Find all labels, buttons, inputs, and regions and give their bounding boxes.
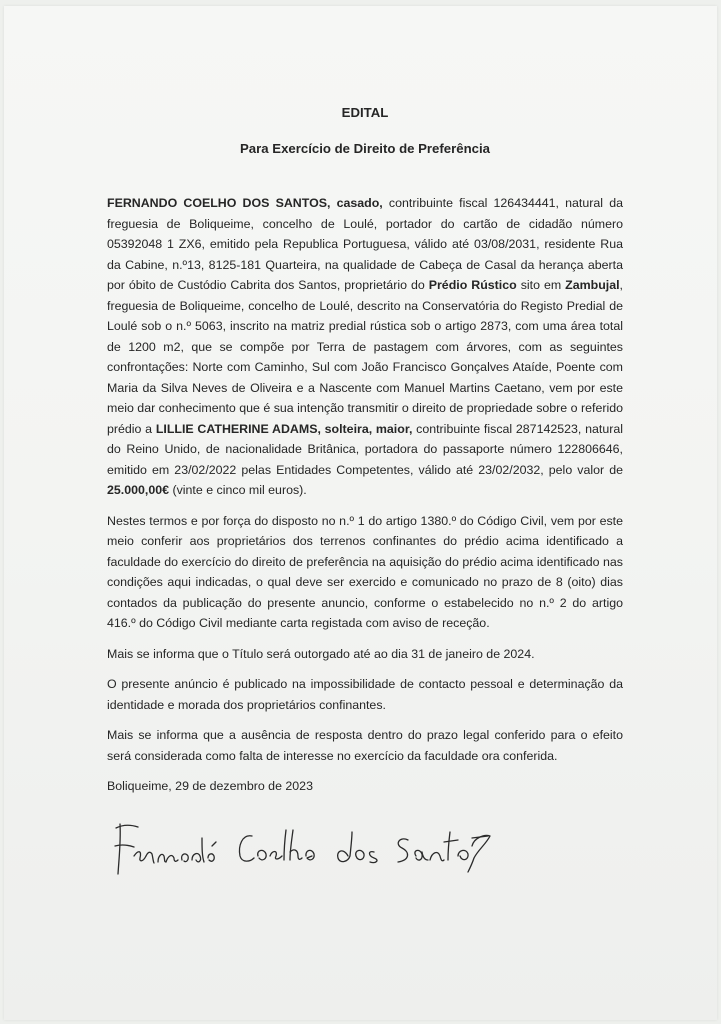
buyer-name: LILLIE CATHERINE ADAMS, solteira, maior, [155, 421, 413, 436]
property-type: Prédio Rústico [428, 278, 517, 292]
para1-text-a: contribuinte fiscal 126434441, natural da freguesia de Boliqueime, concelho de Loulé, portador do cartão de cidadão número 05392048 1 ZX6, emitido pela Republica Portuguesa, válido até 03/08/2031, residente Rua da Cabine, n.º13, 8125-181 Quarteira, na qualidade de Cabeça de Casal da herança aberta por óbito de Custódio Cabrita dos Santos, proprietário do [107, 196, 623, 292]
property-location: Zambujal [565, 278, 620, 292]
para1-text-b: sito em [516, 278, 566, 292]
paragraph-5: Mais se informa que a ausência de resposta dentro do prazo legal conferido para o efeito será considerada como falta de interesse no exercício da faculdade ora conferida. [107, 728, 623, 763]
para1-text-e: (vinte e cinco mil euros). [169, 483, 307, 497]
paragraph-3: Mais se informa que o Título será outorgado até ao dia 31 de janeiro de 2024. [107, 646, 535, 661]
handwritten-signature [112, 816, 512, 886]
seller-name: FERNANDO COELHO DOS SANTOS, casado, [107, 196, 383, 210]
paragraph-2: Nestes termos e por força do disposto no n.º 1 do artigo 1380.º do Código Civil, vem por este meio conferir aos proprietários dos terrenos confinantes do prédio acima identificado a faculdade do exercício do direito de preferência na aquisição do prédio acima identificado nas condições aqui indicadas, o qual deve ser exercido e comunicado no prazo de 8 (oito) dias contados da publicação do presente anuncio, conforme o estabelecido no n.º 2 do artigo 416.º do Código Civil mediante carta registada com aviso de receção. [107, 513, 623, 630]
date-place: Boliqueime, 29 de dezembro de 2023 [107, 779, 313, 793]
document-title: EDITAL [341, 105, 389, 120]
para1-text-c: , freguesia de Boliqueime, concelho de Loulé, descrito na Conservatória do Registo Predial de Loulé sob o n.º 5063, inscrito na matriz predial rústica sob o artigo 2873, com uma área total de 1200 m2, que se compõe por Terra de pastagem com árvores, com as seguintes confrontações: Norte com Caminho, Sul com João Francisco Gonçalves Ataíde, Poente com Maria da Silva Neves de Oliveira e a Nascente com Manuel Martins Caetano, vem por este meio dar conhecimento que é sua intenção transmitir o direito de propriedade sobre o referido prédio a [107, 278, 623, 436]
document-subtitle: Para Exercício de Direito de Preferência [240, 141, 490, 156]
document-body [107, 103, 623, 807]
para1-text-d: contribuinte fiscal 287142523, natural do Reino Unido, de nacionalidade Britânica, portadora do passaporte número 122806646, emitido em 23/02/2022 pelas Entidades Competentes, válido até 23/02/2032, pelo valor de [107, 421, 623, 477]
sale-price: 25.000,00€ [107, 483, 170, 497]
paper-sheet [4, 6, 717, 1020]
paragraph-1 [107, 193, 623, 501]
paragraph-4: O presente anúncio é publicado na impossibilidade de contacto pessoal e determinação da identidade e morada dos proprietários confinantes. [107, 677, 623, 712]
